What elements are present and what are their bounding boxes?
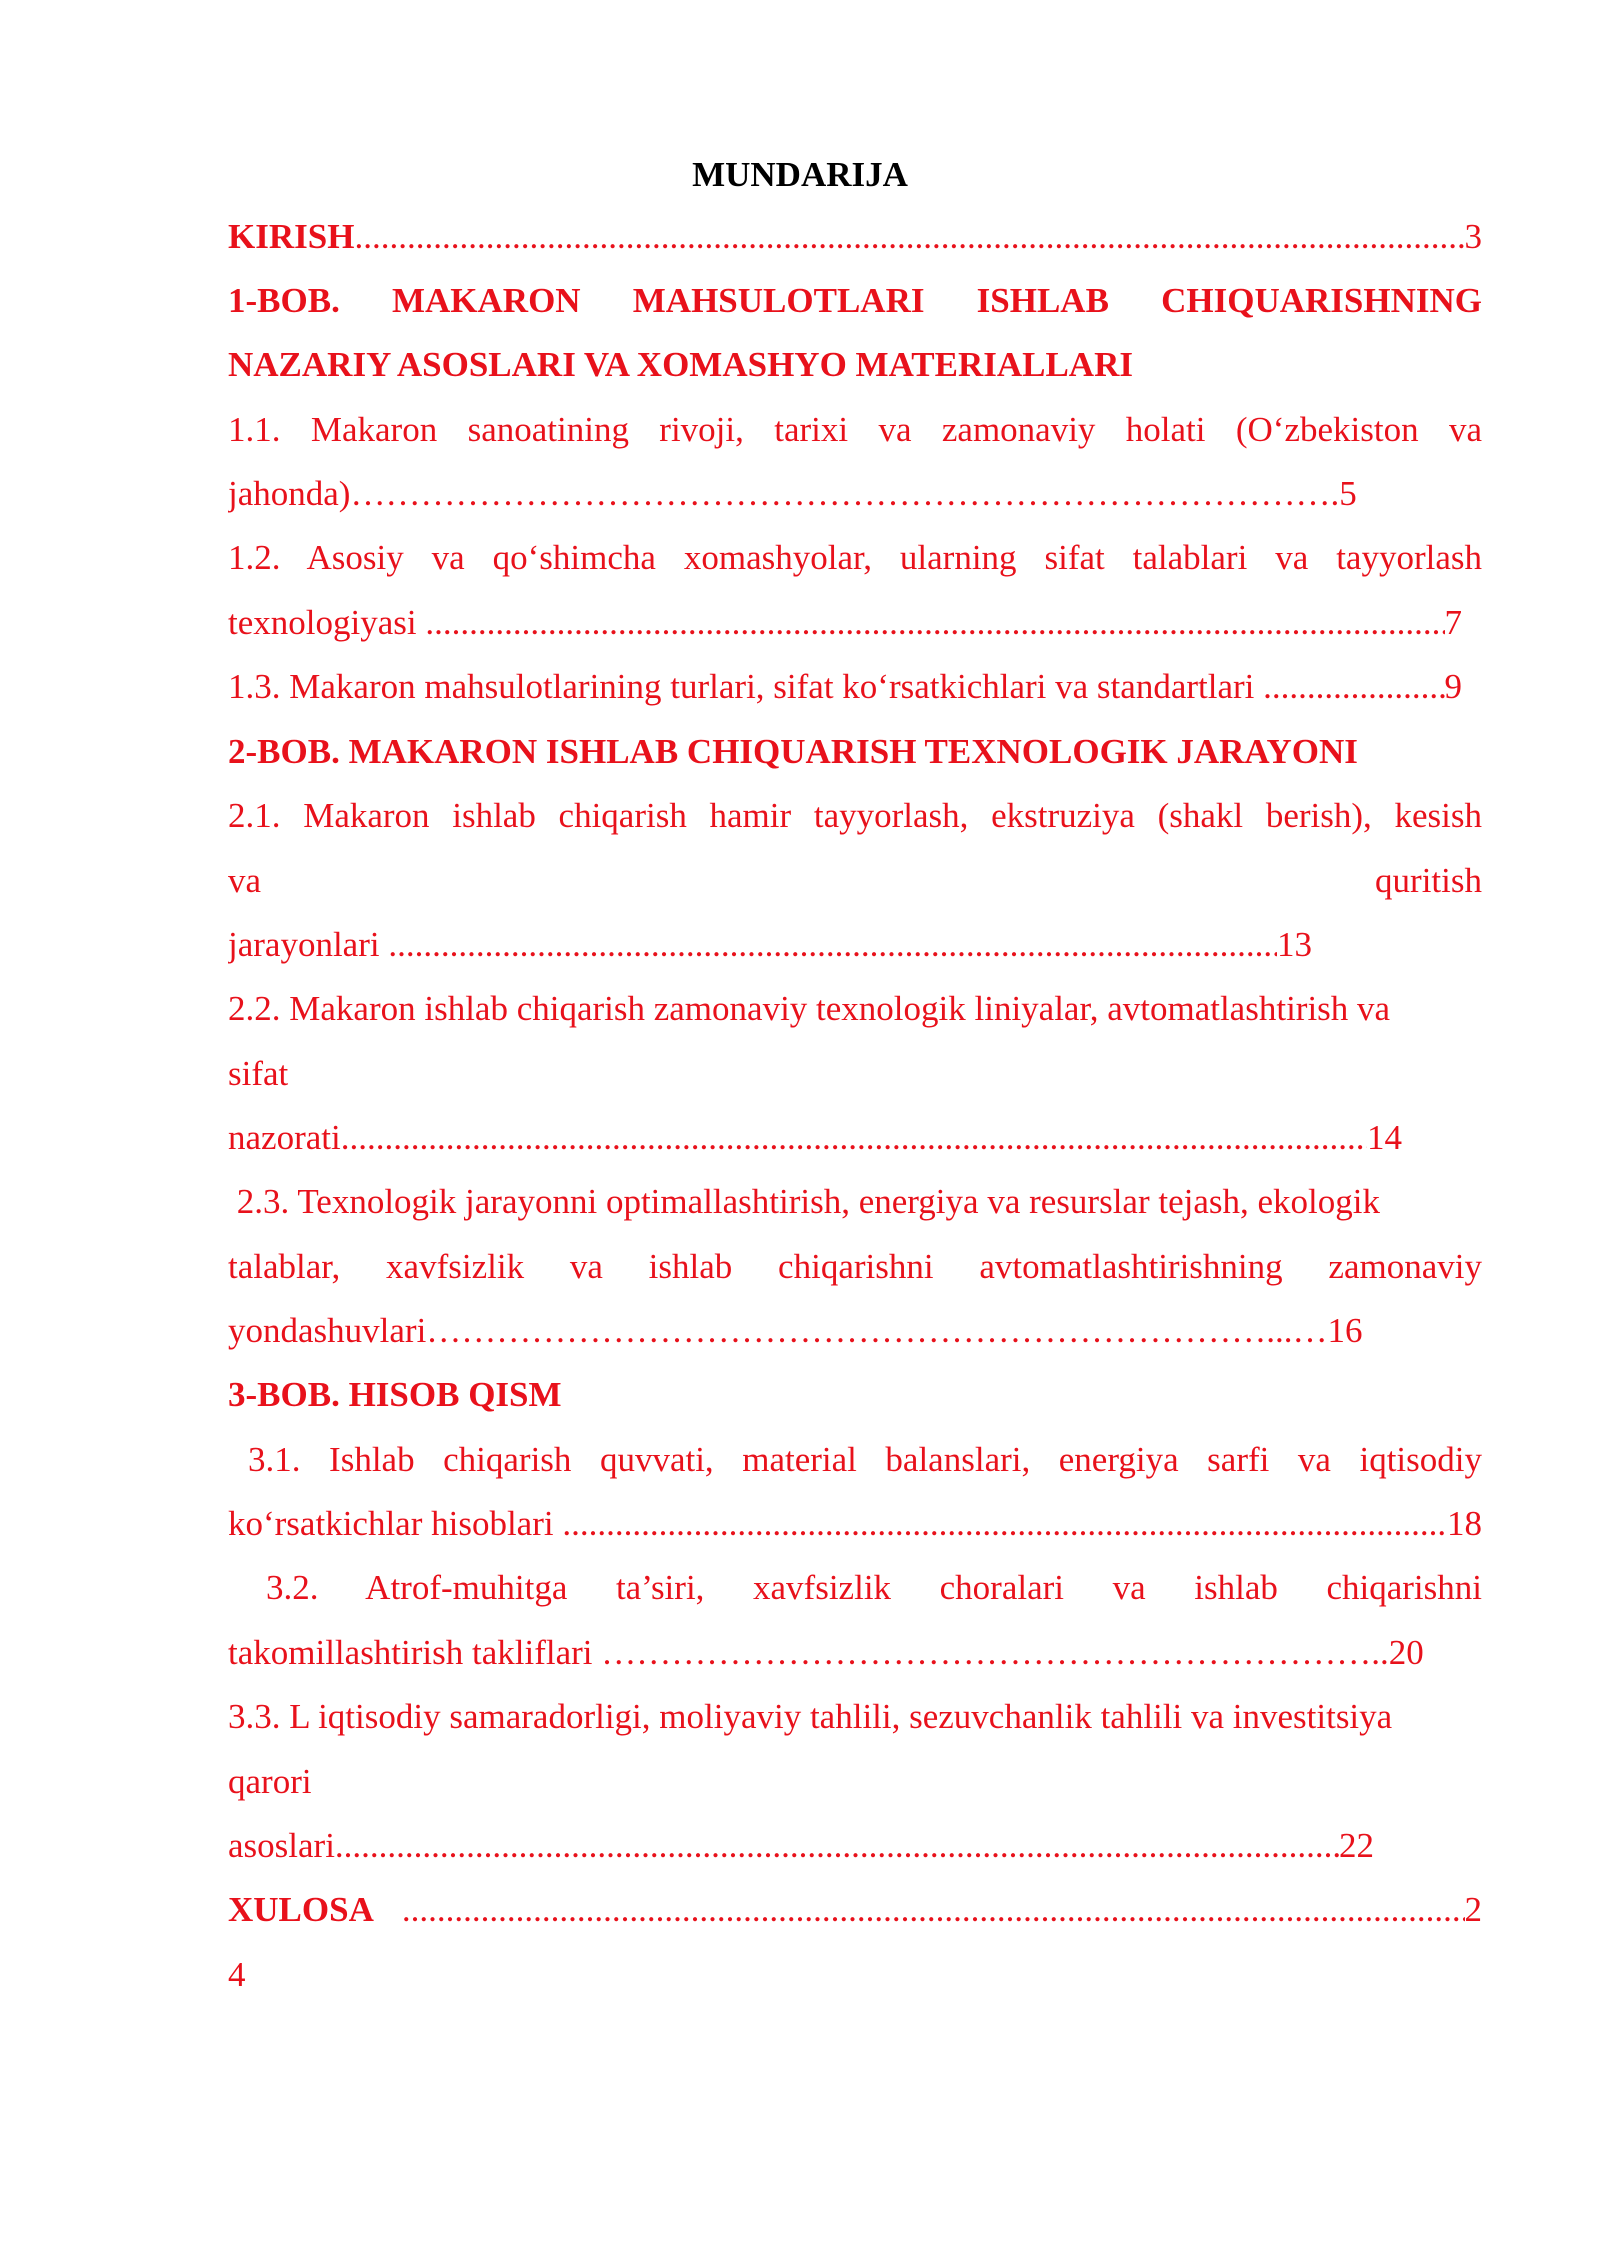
toc-section-2-3-line1[interactable]: 2.3. Texnologik jarayonni optimallashtirish, energiya va resurslar tejash, ekologik <box>228 1182 1380 1221</box>
toc-label: XULOSA <box>228 1890 374 1929</box>
toc-page-number: 18 <box>1447 1504 1482 1543</box>
toc-leader <box>341 1113 1367 1163</box>
toc-section-3-2-line1[interactable]: 3.2. Atrof-muhitga ta’siri, xavfsizlik choralari va ishlab chiqarishni <box>266 1568 1482 1607</box>
toc-label: takomillashtirish takliflari <box>228 1633 602 1672</box>
toc-leader <box>354 212 1464 262</box>
toc-entry-kirish[interactable] <box>228 212 1482 262</box>
toc-leader <box>562 1499 1447 1549</box>
toc-entry-2-3[interactable] <box>228 1306 1482 1356</box>
toc-section-2-1-line1[interactable]: 2.1. Makaron ishlab chiqarish hamir tayyorlash, ekstruziya (shakl berish), kesish <box>228 796 1482 835</box>
toc-page-number: 14 <box>1367 1118 1402 1157</box>
toc-section-3-3-line2[interactable]: qarori <box>228 1762 312 1801</box>
toc-leader <box>1263 662 1444 712</box>
page-title: MUNDARIJA <box>692 155 908 194</box>
toc-chapter-3[interactable]: 3-BOB. HISOB QISM <box>228 1375 562 1414</box>
toc-word: va <box>228 861 262 900</box>
toc-leader <box>335 1821 1339 1871</box>
toc-page-number: 3 <box>1464 217 1482 256</box>
toc-label: nazorati <box>228 1118 341 1157</box>
toc-section-2-1-line2[interactable] <box>228 856 1482 906</box>
toc-label: 1.3. Makaron mahsulotlarining turlari, sifat ko‘rsatkichlari va standartlari <box>228 667 1264 706</box>
toc-word: quritish <box>1375 861 1482 900</box>
toc-entry-xulosa[interactable] <box>228 1885 1482 1935</box>
toc-entry-2-1[interactable] <box>228 920 1312 970</box>
toc-page-number: 7 <box>1444 603 1462 642</box>
toc-leader: …………………………………………………………………………. <box>350 474 1340 513</box>
toc-section-1-1-line1[interactable]: 1.1. Makaron sanoatining rivoji, tarixi va zamonaviy holati (O‘zbekiston va <box>228 410 1482 449</box>
toc-leader <box>388 920 1277 970</box>
toc-label: ko‘rsatkichlar hisoblari <box>228 1504 563 1543</box>
toc-chapter-1-line2[interactable]: NAZARIY ASOSLARI VA XOMASHYO MATERIALLARI <box>228 345 1133 384</box>
toc-leader <box>425 598 1444 648</box>
toc-label: yondashuvlari <box>228 1311 427 1350</box>
toc-entry-1-3[interactable] <box>228 662 1462 712</box>
toc-entry-3-1[interactable] <box>228 1499 1482 1549</box>
toc-page-number: 22 <box>1339 1826 1374 1865</box>
toc-page-number: 16 <box>1327 1311 1363 1350</box>
toc-section-1-2-line1[interactable]: 1.2. Asosiy va qo‘shimcha xomashyolar, ularning sifat talablari va tayyorlash <box>228 538 1482 577</box>
toc-leader: ………………………………………………………………...… <box>426 1311 1328 1350</box>
toc-label: texnologiyasi <box>228 603 426 642</box>
toc-label: asoslari <box>228 1826 335 1865</box>
toc-leader: ………………………………………………………….. <box>601 1633 1389 1672</box>
toc-page-number: 5 <box>1339 474 1357 513</box>
toc-page-number: 2 <box>1464 1890 1482 1929</box>
toc-page-number: 20 <box>1388 1633 1424 1672</box>
toc-page-number: 9 <box>1444 667 1462 706</box>
toc-section-3-3-line1[interactable]: 3.3. L iqtisodiy samaradorligi, moliyaviy tahlili, sezuvchanlik tahlili va investitsiya <box>228 1697 1393 1736</box>
toc-entry-3-2[interactable] <box>228 1628 1482 1678</box>
toc-page-number: 13 <box>1277 925 1312 964</box>
toc-label: KIRISH <box>228 217 355 256</box>
toc-entry-3-3[interactable] <box>228 1821 1374 1871</box>
toc-section-2-2-line2[interactable]: sifat <box>228 1054 289 1093</box>
toc-entry-1-2[interactable] <box>228 598 1462 648</box>
toc-entry-1-1[interactable] <box>228 469 1482 519</box>
toc-section-2-2-line1[interactable]: 2.2. Makaron ishlab chiqarish zamonaviy texnologik liniyalar, avtomatlashtirish va <box>228 989 1391 1028</box>
toc-label: jahonda) <box>228 474 351 513</box>
toc-chapter-1-line1[interactable]: 1-BOB. MAKARON MAHSULOTLARI ISHLAB CHIQUARISHNING <box>228 281 1482 320</box>
toc-page-number-wrap: 4 <box>228 1955 246 1994</box>
toc-section-2-3-line2[interactable]: talablar, xavfsizlik va ishlab chiqarishni avtomatlashtirishning zamonaviy <box>228 1247 1482 1286</box>
toc-label: jarayonlari <box>228 925 389 964</box>
toc-entry-2-2[interactable] <box>228 1113 1402 1163</box>
toc-section-3-1-line1[interactable]: 3.1. Ishlab chiqarish quvvati, material balanslari, energiya sarfi va iqtisodiy <box>248 1440 1482 1479</box>
toc-leader <box>402 1885 1465 1935</box>
toc-chapter-2[interactable]: 2-BOB. MAKARON ISHLAB CHIQUARISH TEXNOLOGIK JARAYONI <box>228 732 1358 771</box>
